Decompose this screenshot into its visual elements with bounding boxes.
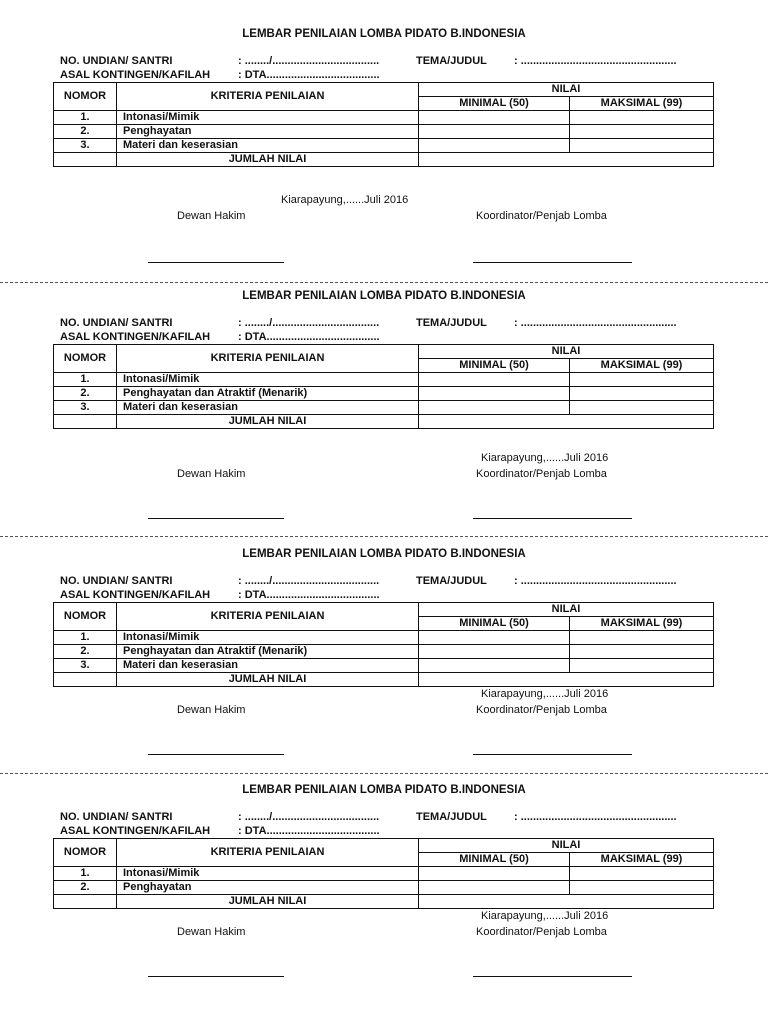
- col-header-kriteria: KRITERIA PENILAIAN: [117, 839, 419, 867]
- score-min-cell[interactable]: [419, 631, 570, 645]
- score-max-cell[interactable]: [570, 373, 714, 387]
- table-row: [54, 139, 714, 153]
- sheet-title: LEMBAR PENILAIAN LOMBA PIDATO B.INDONESIA: [242, 548, 526, 560]
- col-header-kriteria: KRITERIA PENILAIAN: [117, 83, 419, 111]
- total-score-cell[interactable]: [419, 673, 714, 687]
- asal-kontingen-label: ASAL KONTINGEN/KAFILAH: [60, 825, 211, 837]
- score-min-cell[interactable]: [419, 881, 570, 895]
- signature-line-dewan[interactable]: [148, 518, 284, 519]
- row-number: 1.: [54, 867, 117, 881]
- col-header-nilai: NILAI: [419, 345, 714, 359]
- no-undian-field[interactable]: : ......../...................................: [238, 575, 380, 587]
- col-header-kriteria: KRITERIA PENILAIAN: [117, 603, 419, 631]
- table-header-row: [54, 345, 714, 359]
- total-blank-cell: [54, 895, 117, 909]
- no-undian-field[interactable]: : ......../...................................: [238, 317, 380, 329]
- total-blank-cell: [54, 415, 117, 429]
- signature-line-dewan[interactable]: [148, 976, 284, 977]
- row-number: 2.: [54, 125, 117, 139]
- row-number: 2.: [54, 881, 117, 895]
- score-max-cell[interactable]: [570, 645, 714, 659]
- col-header-maksimal: MAKSIMAL (99): [570, 97, 714, 111]
- signature-line-koordinator[interactable]: [473, 518, 632, 519]
- score-min-cell[interactable]: [419, 645, 570, 659]
- row-criteria: Materi dan keserasian: [117, 659, 419, 673]
- col-header-nomor: NOMOR: [54, 839, 117, 867]
- asal-kontingen-field[interactable]: : DTA.....................................: [238, 331, 380, 343]
- signature-line-koordinator[interactable]: [473, 262, 632, 263]
- table-row: [54, 867, 714, 881]
- scoring-table: [53, 82, 714, 167]
- asal-kontingen-field[interactable]: : DTA.....................................: [238, 589, 380, 601]
- signature-line-dewan[interactable]: [148, 262, 284, 263]
- score-min-cell[interactable]: [419, 659, 570, 673]
- tema-field[interactable]: : ...................................................: [514, 811, 677, 823]
- signature-line-koordinator[interactable]: [473, 754, 632, 755]
- row-number: 1.: [54, 631, 117, 645]
- table-row: [54, 645, 714, 659]
- total-score-cell[interactable]: [419, 153, 714, 167]
- row-criteria: Intonasi/Mimik: [117, 373, 419, 387]
- place-date: Kiarapayung,......Juli 2016: [481, 688, 609, 700]
- no-undian-label: NO. UNDIAN/ SANTRI: [60, 811, 173, 823]
- col-header-minimal: MINIMAL (50): [419, 359, 570, 373]
- row-criteria: Penghayatan dan Atraktif (Menarik): [117, 387, 419, 401]
- row-number: 1.: [54, 111, 117, 125]
- table-row: [54, 401, 714, 415]
- col-header-nomor: NOMOR: [54, 345, 117, 373]
- score-max-cell[interactable]: [570, 881, 714, 895]
- row-number: 3.: [54, 401, 117, 415]
- table-row: [54, 631, 714, 645]
- cut-line-divider: [0, 536, 768, 537]
- asal-kontingen-label: ASAL KONTINGEN/KAFILAH: [60, 69, 211, 81]
- col-header-minimal: MINIMAL (50): [419, 853, 570, 867]
- col-header-nomor: NOMOR: [54, 603, 117, 631]
- table-header-row: [54, 839, 714, 853]
- scoring-table: [53, 602, 714, 687]
- score-min-cell[interactable]: [419, 387, 570, 401]
- tema-label: TEMA/JUDUL: [416, 55, 487, 67]
- koordinator-label: Koordinator/Penjab Lomba: [476, 704, 607, 716]
- dewan-hakim-label: Dewan Hakim: [177, 210, 246, 222]
- total-score-cell[interactable]: [419, 895, 714, 909]
- sheet-title: LEMBAR PENILAIAN LOMBA PIDATO B.INDONESIA: [242, 290, 526, 302]
- total-label: JUMLAH NILAI: [117, 415, 419, 429]
- no-undian-label: NO. UNDIAN/ SANTRI: [60, 55, 173, 67]
- col-header-nilai: NILAI: [419, 839, 714, 853]
- score-max-cell[interactable]: [570, 125, 714, 139]
- scoring-table: [53, 344, 714, 429]
- col-header-maksimal: MAKSIMAL (99): [570, 617, 714, 631]
- total-label: JUMLAH NILAI: [117, 895, 419, 909]
- score-max-cell[interactable]: [570, 659, 714, 673]
- tema-field[interactable]: : ...................................................: [514, 575, 677, 587]
- cut-line-divider: [0, 282, 768, 283]
- row-number: 1.: [54, 373, 117, 387]
- row-criteria: Intonasi/Mimik: [117, 631, 419, 645]
- signature-line-koordinator[interactable]: [473, 976, 632, 977]
- col-header-minimal: MINIMAL (50): [419, 97, 570, 111]
- col-header-minimal: MINIMAL (50): [419, 617, 570, 631]
- koordinator-label: Koordinator/Penjab Lomba: [476, 926, 607, 938]
- asal-kontingen-label: ASAL KONTINGEN/KAFILAH: [60, 589, 211, 601]
- tema-label: TEMA/JUDUL: [416, 811, 487, 823]
- asal-kontingen-field[interactable]: : DTA.....................................: [238, 69, 380, 81]
- asal-kontingen-field[interactable]: : DTA.....................................: [238, 825, 380, 837]
- row-criteria: Penghayatan dan Atraktif (Menarik): [117, 645, 419, 659]
- col-header-maksimal: MAKSIMAL (99): [570, 853, 714, 867]
- total-label: JUMLAH NILAI: [117, 673, 419, 687]
- score-min-cell[interactable]: [419, 111, 570, 125]
- score-max-cell[interactable]: [570, 139, 714, 153]
- table-row: [54, 659, 714, 673]
- row-criteria: Intonasi/Mimik: [117, 867, 419, 881]
- signature-line-dewan[interactable]: [148, 754, 284, 755]
- score-max-cell[interactable]: [570, 631, 714, 645]
- no-undian-label: NO. UNDIAN/ SANTRI: [60, 317, 173, 329]
- col-header-kriteria: KRITERIA PENILAIAN: [117, 345, 419, 373]
- table-header-row: [54, 603, 714, 617]
- sheet-title: LEMBAR PENILAIAN LOMBA PIDATO B.INDONESIA: [242, 28, 526, 40]
- table-row: [54, 111, 714, 125]
- table-row: [54, 125, 714, 139]
- col-header-nilai: NILAI: [419, 83, 714, 97]
- score-sheet: [0, 28, 768, 278]
- no-undian-label: NO. UNDIAN/ SANTRI: [60, 575, 173, 587]
- row-criteria: Penghayatan: [117, 881, 419, 895]
- total-score-cell[interactable]: [419, 415, 714, 429]
- row-criteria: Materi dan keserasian: [117, 401, 419, 415]
- total-row: [54, 895, 714, 909]
- score-min-cell[interactable]: [419, 125, 570, 139]
- score-min-cell[interactable]: [419, 401, 570, 415]
- no-undian-field[interactable]: : ......../...................................: [238, 811, 380, 823]
- col-header-nilai: NILAI: [419, 603, 714, 617]
- place-date: Kiarapayung,......Juli 2016: [481, 452, 609, 464]
- no-undian-field[interactable]: : ......../...................................: [238, 55, 380, 67]
- col-header-nomor: NOMOR: [54, 83, 117, 111]
- tema-label: TEMA/JUDUL: [416, 317, 487, 329]
- koordinator-label: Koordinator/Penjab Lomba: [476, 210, 607, 222]
- col-header-maksimal: MAKSIMAL (99): [570, 359, 714, 373]
- total-label: JUMLAH NILAI: [117, 153, 419, 167]
- dewan-hakim-label: Dewan Hakim: [177, 468, 246, 480]
- cut-line-divider: [0, 773, 768, 774]
- score-sheet: [0, 784, 768, 1034]
- score-min-cell[interactable]: [419, 867, 570, 881]
- row-number: 3.: [54, 659, 117, 673]
- row-number: 3.: [54, 139, 117, 153]
- tema-field[interactable]: : ...................................................: [514, 55, 677, 67]
- koordinator-label: Koordinator/Penjab Lomba: [476, 468, 607, 480]
- row-number: 2.: [54, 645, 117, 659]
- place-date: Kiarapayung,......Juli 2016: [481, 910, 609, 922]
- row-criteria: Penghayatan: [117, 125, 419, 139]
- asal-kontingen-label: ASAL KONTINGEN/KAFILAH: [60, 331, 211, 343]
- total-row: [54, 153, 714, 167]
- dewan-hakim-label: Dewan Hakim: [177, 926, 246, 938]
- table-row: [54, 373, 714, 387]
- score-min-cell[interactable]: [419, 373, 570, 387]
- sheet-title: LEMBAR PENILAIAN LOMBA PIDATO B.INDONESIA: [242, 784, 526, 796]
- table-row: [54, 881, 714, 895]
- place-date: Kiarapayung,......Juli 2016: [281, 194, 409, 206]
- score-sheet: [0, 290, 768, 540]
- scoring-table: [53, 838, 714, 909]
- score-max-cell[interactable]: [570, 387, 714, 401]
- total-blank-cell: [54, 153, 117, 167]
- total-row: [54, 415, 714, 429]
- total-blank-cell: [54, 673, 117, 687]
- dewan-hakim-label: Dewan Hakim: [177, 704, 246, 716]
- score-max-cell[interactable]: [570, 867, 714, 881]
- score-max-cell[interactable]: [570, 111, 714, 125]
- row-criteria: Materi dan keserasian: [117, 139, 419, 153]
- score-sheet: [0, 548, 768, 798]
- tema-label: TEMA/JUDUL: [416, 575, 487, 587]
- row-criteria: Intonasi/Mimik: [117, 111, 419, 125]
- score-min-cell[interactable]: [419, 139, 570, 153]
- row-number: 2.: [54, 387, 117, 401]
- score-max-cell[interactable]: [570, 401, 714, 415]
- table-header-row: [54, 83, 714, 97]
- tema-field[interactable]: : ...................................................: [514, 317, 677, 329]
- table-row: [54, 387, 714, 401]
- total-row: [54, 673, 714, 687]
